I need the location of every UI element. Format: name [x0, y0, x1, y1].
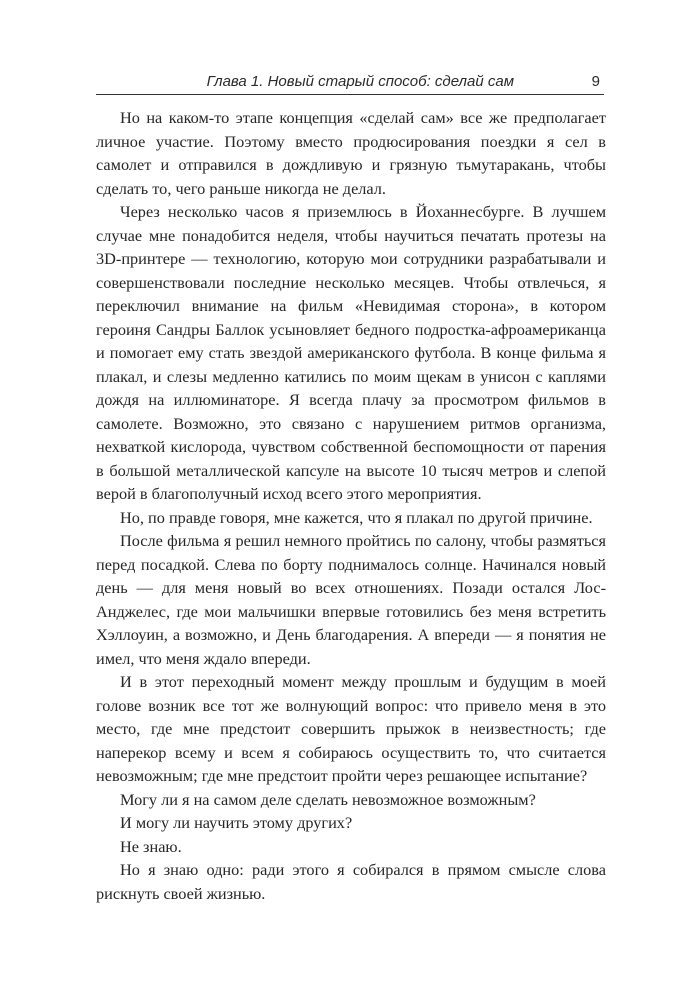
paragraph: И в этот переходный момент между прошлым и будущим в моей голове возник все тот же волнующий вопрос: что привело меня в это место, где мне предстоит совершить прыжок в неизвестность; где наперекор всему и всем я собираюсь осуществить то, что считается невозможным; где мне предстоит пройти через решающее испытание? — [96, 672, 606, 785]
paragraph: После фильма я решил немного пройтись по салону, чтобы размяться перед посадкой. Слева по борту поднималось солнце. Начинался новый день — для меня новый во всех отношениях. Позади остался Лос-Анджелес, где мои мальчишки впервые готовились без меня встретить Хэллоуин, а возможно, и День благодарения. А впереди — я понятия не имел, что меня ждало впереди. — [96, 531, 606, 668]
page-number: 9 — [591, 73, 600, 90]
paragraph: Могу ли я на самом деле сделать невозможное возможным? — [120, 789, 536, 809]
paragraph: Но я знаю одно: ради этого я собирался в прямом смысле слова рискнуть своей жизнью. — [96, 860, 606, 903]
paragraph: Не знаю. — [120, 836, 182, 856]
running-header — [96, 72, 604, 95]
chapter-title: Глава 1. Новый старый способ: сделай сам — [206, 73, 514, 90]
paragraph: Через несколько часов я приземлюсь в Йоханнесбурге. В лучшем случае мне понадобится неделя, чтобы научиться печатать протезы на 3D-принтере — технологию, которую мои сотрудники разрабатывали и совершенствовали последние несколько месяцев. Чтобы отвлечься, я переключил внимание на фильм «Невидимая сторона», в котором героиня Сандры Баллок усыновляет бедного подростка-афроамериканца и помогает ему стать звездой американского футбола. В конце фильма я плакал, и слезы медленно катились по моим щекам в унисон с каплями дождя на иллюминаторе. Я всегда плачу за просмотром фильмов в самолете. Возможно, это связано с нарушением ритмов организма, нехваткой кислорода, чувством собственной беспомощности от парения в большой металлической капсуле на высоте 10 тысяч метров и слепой верой в благополучный исход всего этого мероприятия. — [96, 202, 606, 503]
paragraph: Но на каком-то этапе концепция «сделай сам» все же предполагает личное участие. Поэтому вместо продюсирования поездки я сел в самолет и отправился в дождливую и грязную тьмутаракань, чтобы сделать то, чего раньше никогда не делал. — [96, 108, 606, 198]
body-text — [96, 106, 606, 905]
paragraph: Но, по правде говоря, мне кажется, что я плакал по другой причине. — [120, 507, 593, 527]
paragraph: И могу ли научить этому других? — [120, 813, 353, 832]
